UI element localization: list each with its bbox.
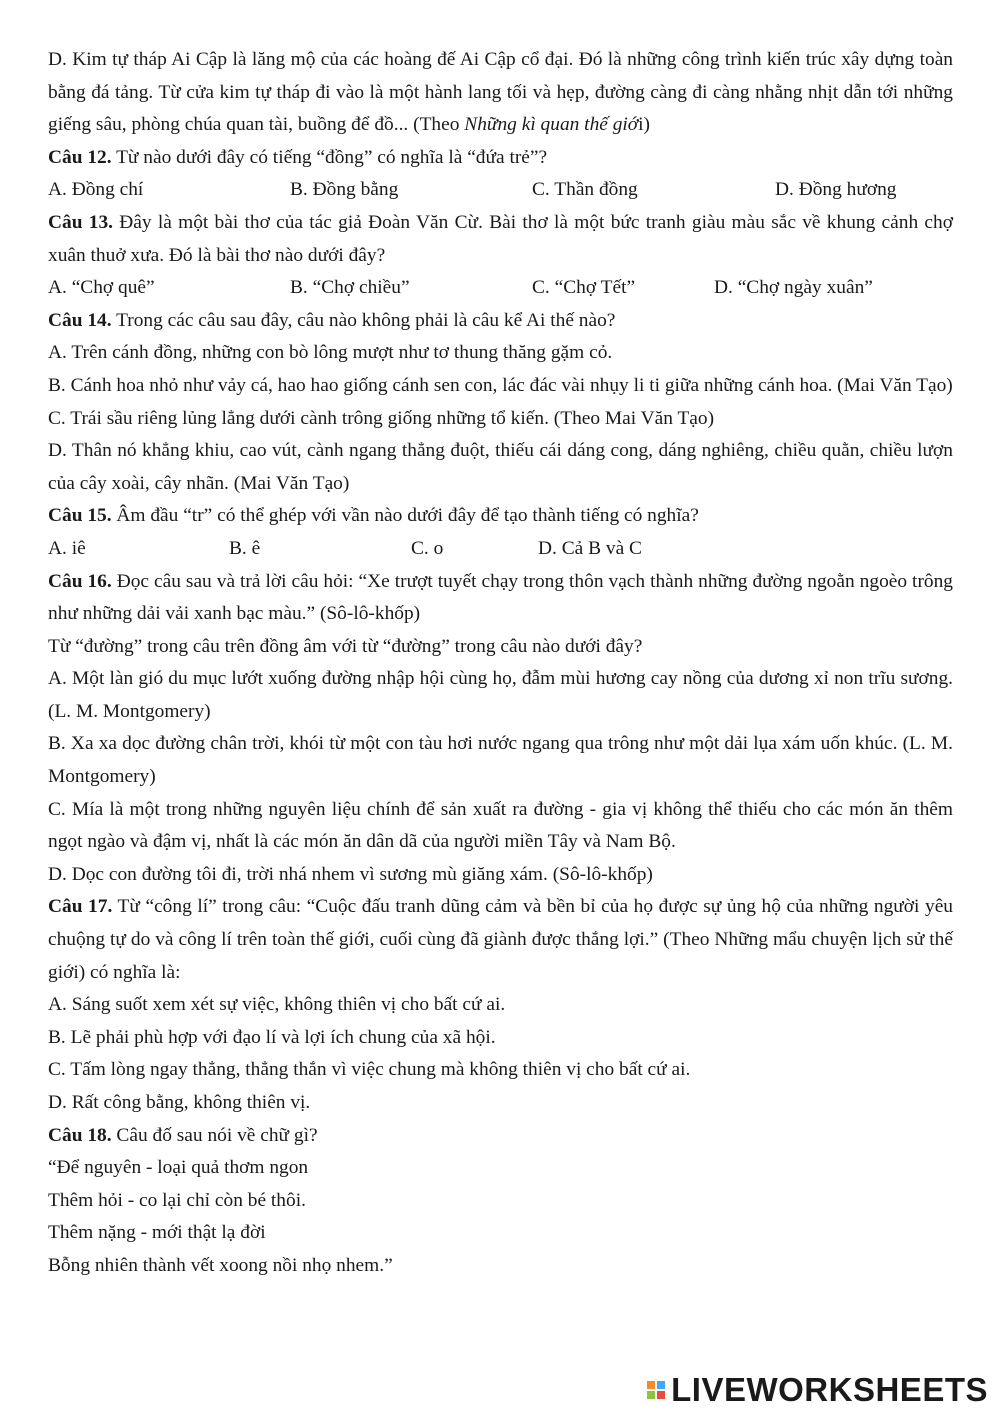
intro-source: Những kì quan thế giớ [464,114,639,136]
liveworksheets-logo-icon [647,1381,665,1399]
option-12a[interactable]: A. Đồng chí [48,179,144,201]
question-13 [48,207,953,272]
riddle-line-3: Thêm nặng - mới thật lạ đời [48,1222,266,1244]
question-13-text: Đây là một bài thơ của tác giả Đoàn Văn Cừ. Bài thơ là một bức tranh giàu màu sắc về khung cảnh chợ xuân thuở xưa. Đó là bài thơ nào dưới đây? [48,211,953,266]
question-15-text: Âm đầu “tr” có thể ghép với vần nào dưới đây để tạo thành tiếng có nghĩa? [111,505,699,527]
option-17a[interactable]: A. Sáng suốt xem xét sự việc, không thiên vị cho bất cứ ai. [48,994,506,1016]
question-12 [48,142,953,175]
option-13d[interactable]: D. “Chợ ngày xuân” [714,277,873,299]
question-14-label: Câu 14. [48,309,112,331]
question-18 [48,1120,953,1153]
option-14a[interactable]: A. Trên cánh đồng, những con bò lông mượt như tơ thung thăng gặm cỏ. [48,342,613,364]
question-15-label: Câu 15. [48,505,112,527]
option-15b[interactable]: B. ê [229,537,261,559]
option-17c[interactable]: C. Tấm lòng ngay thẳng, thẳng thắn vì việc chung mà không thiên vị cho bất cứ ai. [48,1059,691,1081]
option-13b[interactable]: B. “Chợ chiều” [290,277,410,299]
question-16-prompt: Từ “đường” trong câu trên đồng âm với từ “đường” trong câu nào dưới đây? [48,635,643,657]
option-12b[interactable]: B. Đồng bằng [290,179,399,201]
option-14d[interactable]: D. Thân nó khẳng khiu, cao vút, cành ngang thẳng đuột, thiếu cái dáng cong, dáng nghiêng, chiều quằn, chiều lượn của cây xoài, cây nhãn. (Mai Văn Tạo) [48,440,953,494]
liveworksheets-logo [647,1371,988,1409]
option-17d[interactable]: D. Rất công bằng, không thiên vị. [48,1092,311,1113]
question-15 [48,500,953,533]
option-14b[interactable]: B. Cánh hoa nhỏ như vảy cá, hao hao giống cánh sen con, lác đác vài nhụy li ti giữa những cánh hoa. (Mai Văn Tạo) [48,374,953,396]
intro-text: D. Kim tự tháp Ai Cập là lăng mộ của các hoàng đế Ai Cập cổ đại. Đó là những công trình kiến trúc xây dựng toàn bằng đá tảng. Từ cửa kim tự tháp đi vào là một hành lang tối và hẹp, đường càng đi càng nhằng nhịt dẫn tới những giếng sâu, phòng chúa quan tài, buồng để đồ... (Theo [48,49,953,136]
question-15-options [48,533,953,566]
question-18-label: Câu 18. [48,1124,112,1146]
riddle-line-4: Bỗng nhiên thành vết xoong nồi nhọ nhem.” [48,1254,393,1276]
option-13a[interactable]: A. “Chợ quê” [48,277,155,299]
worksheet-page [48,44,953,1283]
option-12d[interactable]: D. Đồng hương [775,179,897,201]
question-16-label: Câu 16. [48,570,112,592]
option-13c[interactable]: C. “Chợ Tết” [532,277,636,299]
riddle-line-2: Thêm hỏi - co lại chỉ còn bé thôi. [48,1189,306,1211]
question-16 [48,566,953,631]
intro-source-end: i) [638,114,651,136]
riddle-line-1: “Để nguyên - loại quả thơm ngon [48,1157,309,1179]
option-15a[interactable]: A. iê [48,537,86,559]
question-17-label: Câu 17. [48,896,113,918]
option-16d[interactable]: D. Dọc con đường tôi đi, trời nhá nhem vì sương mù giăng xám. (Sô-lô-khốp) [48,863,653,885]
option-17b[interactable]: B. Lẽ phải phù hợp với đạo lí và lợi ích chung của xã hội. [48,1026,496,1048]
question-14 [48,305,953,338]
logo-square-4 [657,1391,665,1399]
option-16b[interactable]: B. Xa xa dọc đường chân trời, khói từ một con tàu hơi nước ngang qua trông như một dải lụa xám uốn khúc. (L. M. Montgomery) [48,733,953,788]
option-15c[interactable]: C. o [411,537,444,559]
option-16a[interactable]: A. Một làn gió du mục lướt xuống đường nhập hội cùng họ, đẫm mùi hương cay nồng của dương xỉ non trĩu sương. (L. M. Montgomery) [48,668,953,722]
question-13-options [48,272,953,305]
logo-square-3 [647,1391,655,1399]
logo-square-1 [647,1381,655,1389]
logo-square-2 [657,1381,665,1389]
question-16-text: Đọc câu sau và trả lời câu hỏi: “Xe trượt tuyết chạy trong thôn vạch thành những đường ngoằn ngoèo trông như những dải vải xanh bạc màu.” (Sô-lô-khốp) [48,570,953,625]
question-18-text: Câu đố sau nói về chữ gì? [111,1124,318,1146]
liveworksheets-logo-text: LIVEWORKSHEETS [671,1371,988,1408]
option-12c[interactable]: C. Thần đồng [532,179,638,201]
question-12-label: Câu 12. [48,146,112,168]
question-13-label: Câu 13. [48,211,113,233]
option-16c[interactable]: C. Mía là một trong những nguyên liệu chính để sản xuất ra đường - gia vị không thể thiếu cho các món ăn thêm ngọt ngào và đậm vị, nhất là các món ăn dân dã của người miền Tây và Nam Bộ. [48,798,953,853]
intro-paragraph [48,44,953,142]
question-12-options [48,174,953,207]
question-17-text: Từ “công lí” trong câu: “Cuộc đấu tranh dũng cảm và bền bỉ của họ được sự ủng hộ của những người yêu chuộng tự do và công lí trên toàn thế giới, cuối cùng đã giành được thắng lợi.” (Theo Những mẩu chuyện lịch sử thế giới) có nghĩa là: [48,896,954,983]
question-12-text: Từ nào dưới đây có tiếng “đồng” có nghĩa là “đứa trẻ”? [111,146,548,168]
question-14-text: Trong các câu sau đây, câu nào không phải là câu kể Ai thế nào? [111,309,616,331]
question-17 [48,891,953,989]
option-15d[interactable]: D. Cả B và C [538,537,642,559]
option-14c[interactable]: C. Trái sầu riêng lủng lẳng dưới cành trông giống những tổ kiến. (Theo Mai Văn Tạo) [48,407,715,429]
